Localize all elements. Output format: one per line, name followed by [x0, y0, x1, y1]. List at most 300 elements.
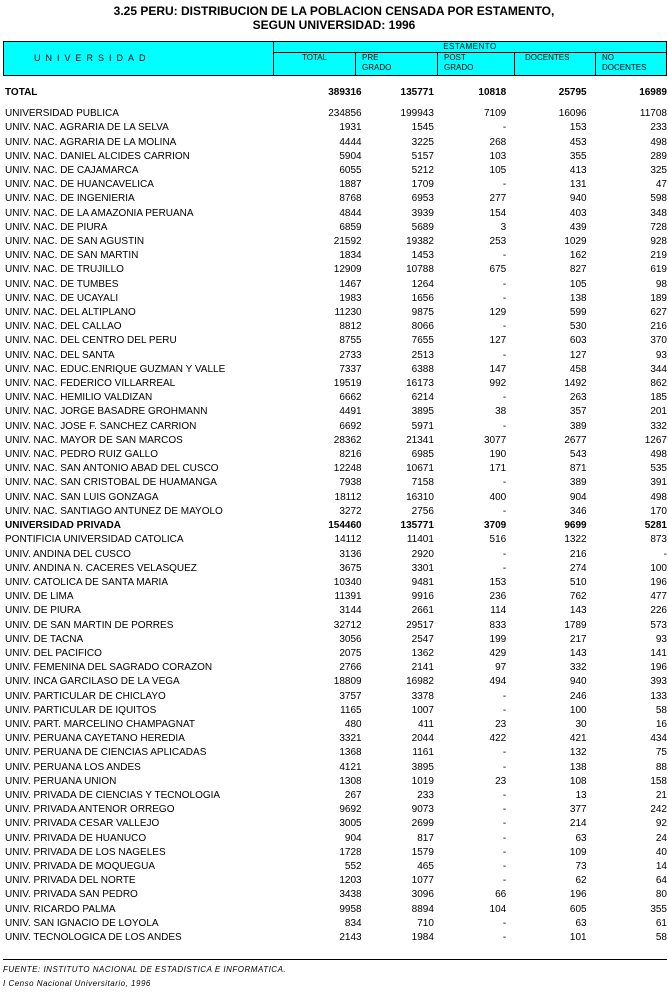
table-row: [3, 178, 667, 192]
table-row: [3, 207, 667, 221]
docentes-cell: 1029: [564, 236, 587, 248]
total-cell: 4444: [339, 136, 362, 148]
no-docentes-cell: 185: [650, 392, 667, 404]
total-cell: 12248: [333, 463, 362, 475]
table-row: [3, 718, 667, 732]
university-name: UNIV. DE SAN MARTIN DE PORRES: [5, 619, 174, 631]
pregrado-cell: 5971: [411, 420, 434, 432]
docentes-cell: 127: [569, 349, 587, 361]
table-row: [3, 278, 667, 292]
total-cell: 1983: [339, 292, 362, 304]
total-cell: 19519: [333, 378, 362, 390]
table-row: [3, 320, 667, 334]
postgrado-cell: 268: [489, 136, 507, 148]
docentes-cell: 904: [569, 491, 587, 503]
report-title: [0, 0, 668, 36]
docentes-cell: 827: [569, 264, 587, 276]
total-cell: 1728: [339, 846, 362, 858]
postgrado-cell: -: [502, 818, 507, 830]
table-row: [3, 633, 667, 647]
docentes-cell: 332: [569, 662, 587, 674]
docentes-cell: 63: [575, 917, 587, 929]
no-docentes-cell: 141: [650, 647, 667, 659]
table-row: [3, 917, 667, 931]
pregrado-cell: 11401: [406, 534, 434, 546]
total-cell: 3438: [339, 889, 362, 901]
docentes-cell: 132: [569, 747, 587, 759]
total-cell: 1368: [339, 747, 362, 759]
no-docentes-cell: 862: [650, 378, 667, 390]
postgrado-cell: 23: [495, 718, 507, 730]
university-name: UNIV. FEMENINA DEL SAGRADO CORAZON: [5, 662, 213, 674]
pregrado-cell: 199943: [400, 108, 434, 120]
no-docentes-cell: 535: [650, 463, 667, 475]
header-pregrado: PRE GRADO: [356, 53, 438, 75]
postgrado-cell: 10818: [478, 87, 507, 98]
university-name: UNIV. PRIVADA ANTENOR ORREGO: [5, 804, 175, 816]
no-docentes-cell: 5281: [644, 520, 667, 532]
university-name: UNIV. PERUANA DE CIENCIAS APLICADAS: [5, 747, 207, 759]
no-docentes-cell: 391: [650, 477, 667, 489]
table-row: [3, 235, 667, 249]
header-no-docentes: NO DOCENTES: [602, 53, 647, 72]
total-cell: 480: [344, 718, 362, 730]
postgrado-cell: 153: [489, 576, 507, 588]
table-row: [3, 789, 667, 803]
total-cell: 3675: [339, 562, 362, 574]
table-row: [3, 519, 667, 533]
pregrado-cell: 2044: [411, 733, 434, 745]
docentes-cell: 274: [569, 562, 587, 574]
pregrado-cell: 6953: [411, 193, 434, 205]
postgrado-cell: -: [502, 747, 507, 759]
university-name: UNIVERSIDAD PRIVADA: [5, 520, 121, 532]
table-row: [3, 150, 667, 164]
pregrado-cell: 2661: [411, 605, 434, 617]
pregrado-cell: 2547: [411, 633, 434, 645]
pregrado-cell: 10671: [406, 463, 434, 475]
postgrado-cell: -: [502, 931, 507, 943]
docentes-cell: 138: [569, 292, 587, 304]
docentes-cell: 940: [569, 193, 587, 205]
postgrado-cell: 236: [489, 591, 507, 603]
postgrado-cell: -: [502, 704, 507, 716]
pregrado-cell: 411: [417, 718, 434, 730]
total-cell: 12909: [333, 264, 362, 276]
docentes-cell: 603: [569, 335, 587, 347]
pregrado-cell: 7655: [411, 335, 434, 347]
pregrado-cell: 710: [417, 917, 434, 929]
total-cell: 3321: [339, 733, 362, 745]
pregrado-cell: 6388: [411, 363, 434, 375]
postgrado-cell: 7109: [483, 108, 507, 120]
pregrado-cell: 2513: [411, 349, 434, 361]
postgrado-cell: -: [502, 179, 507, 191]
total-cell: 8768: [339, 193, 362, 205]
table-row: [3, 704, 667, 718]
pregrado-cell: 1579: [411, 846, 434, 858]
table-row: [3, 888, 667, 902]
total-cell: 28362: [333, 434, 362, 446]
university-name: UNIV. PRIVADA CESAR VALLEJO: [5, 818, 160, 830]
postgrado-cell: -: [502, 292, 507, 304]
table-row: [3, 391, 667, 405]
postgrado-cell: -: [502, 349, 507, 361]
pregrado-cell: 9481: [411, 576, 434, 588]
postgrado-cell: 38: [495, 406, 507, 418]
docentes-cell: 108: [569, 775, 587, 787]
table-row: [3, 476, 667, 490]
no-docentes-cell: 216: [650, 321, 667, 333]
no-docentes-cell: 928: [650, 236, 667, 248]
table-row: [3, 377, 667, 391]
total-cell: 9692: [339, 804, 362, 816]
total-cell: 1931: [339, 122, 362, 134]
university-name: UNIV. RICARDO PALMA: [5, 903, 116, 915]
total-cell: 3136: [339, 548, 362, 560]
university-name: UNIVERSIDAD PUBLICA: [5, 108, 119, 120]
header-universidad: UNIVERSIDAD: [4, 42, 274, 75]
postgrado-cell: -: [502, 690, 507, 702]
table-row: [3, 846, 667, 860]
no-docentes-cell: 498: [650, 449, 667, 461]
university-name: UNIV. PERUANA UNION: [5, 775, 117, 787]
no-docentes-cell: 233: [650, 122, 667, 134]
university-name: UNIV. PRIVADA DE LOS NAGELES: [5, 846, 166, 858]
total-cell: 21592: [333, 236, 362, 248]
total-cell: 552: [344, 860, 362, 872]
postgrado-cell: 833: [489, 619, 507, 631]
postgrado-cell: 190: [489, 449, 507, 461]
pregrado-cell: 29517: [406, 619, 434, 631]
university-name: UNIV. NAC. DE LA AMAZONIA PERUANA: [5, 207, 194, 219]
university-name: UNIV. NAC. DEL ALTIPLANO: [5, 307, 136, 319]
no-docentes-cell: 242: [650, 804, 667, 816]
docentes-cell: 389: [569, 420, 587, 432]
total-cell: 1165: [340, 704, 362, 716]
university-name: UNIV. NAC. DE SAN MARTIN: [5, 250, 139, 262]
docentes-cell: 421: [569, 733, 587, 745]
university-name: UNIV. NAC. DE SAN AGUSTIN: [5, 236, 145, 248]
postgrado-cell: -: [502, 761, 507, 773]
no-docentes-cell: 370: [650, 335, 667, 347]
university-name: UNIV. NAC. SAN CRISTOBAL DE HUAMANGA: [5, 477, 217, 489]
university-name: UNIV. SAN IGNACIO DE LOYOLA: [5, 917, 159, 929]
no-docentes-cell: 11708: [639, 108, 667, 120]
table-row: [3, 249, 667, 263]
total-cell: 2733: [339, 349, 362, 361]
pregrado-cell: 1709: [411, 179, 434, 191]
table-row: [3, 860, 667, 874]
postgrado-cell: -: [502, 122, 507, 134]
docentes-cell: 246: [569, 690, 587, 702]
university-name: UNIV. NAC. DE TUMBES: [5, 278, 119, 290]
docentes-cell: 377: [569, 804, 587, 816]
pregrado-cell: 1161: [412, 747, 434, 759]
pregrado-cell: 19382: [406, 236, 434, 248]
docentes-cell: 439: [569, 221, 587, 233]
docentes-cell: 263: [569, 392, 587, 404]
postgrado-cell: 516: [489, 534, 507, 546]
pregrado-cell: 16982: [406, 676, 434, 688]
title-line-1: 3.25 PERU: DISTRIBUCION DE LA POBLACION CENSADA POR ESTAMENTO,: [113, 4, 555, 18]
total-cell: 18112: [334, 491, 362, 503]
docentes-cell: 458: [569, 363, 587, 375]
docentes-cell: 346: [569, 505, 587, 517]
table-row: [3, 590, 667, 604]
postgrado-cell: 104: [489, 903, 507, 915]
pregrado-cell: 817: [417, 832, 434, 844]
total-cell: 389316: [328, 87, 362, 98]
postgrado-cell: -: [502, 917, 507, 929]
pregrado-cell: 1264: [411, 278, 434, 290]
no-docentes-cell: 226: [650, 605, 667, 617]
table-row: [3, 562, 667, 576]
table-row: [3, 420, 667, 434]
postgrado-cell: 147: [489, 363, 507, 375]
no-docentes-cell: 201: [650, 406, 667, 418]
docentes-cell: 453: [569, 136, 587, 148]
docentes-cell: 871: [569, 463, 587, 475]
docentes-cell: 153: [569, 122, 587, 134]
table-row: [3, 292, 667, 306]
no-docentes-cell: 16989: [639, 87, 667, 98]
table-row: [3, 334, 667, 348]
pregrado-cell: 21341: [406, 434, 434, 446]
docentes-cell: 109: [569, 846, 587, 858]
pregrado-cell: 135771: [400, 520, 434, 532]
table-row: [3, 874, 667, 888]
postgrado-cell: -: [502, 392, 507, 404]
total-cell: 2143: [339, 931, 362, 943]
docentes-cell: 217: [569, 633, 587, 645]
no-docentes-cell: 100: [650, 562, 667, 574]
table-body: [3, 86, 667, 945]
total-cell: 6055: [339, 165, 362, 177]
table-row: [3, 548, 667, 562]
postgrado-cell: -: [502, 875, 507, 887]
pregrado-cell: 9916: [411, 591, 434, 603]
postgrado-cell: 675: [489, 264, 507, 276]
pregrado-cell: 16173: [406, 378, 434, 390]
table-row: [3, 903, 667, 917]
docentes-cell: 196: [569, 889, 587, 901]
total-cell: 1308: [339, 775, 362, 787]
total-cell: 834: [344, 917, 362, 929]
no-docentes-cell: 75: [655, 747, 667, 759]
postgrado-cell: -: [502, 562, 507, 574]
pregrado-cell: 3939: [411, 207, 434, 219]
postgrado-cell: 97: [495, 662, 507, 674]
postgrado-cell: -: [502, 846, 507, 858]
university-name: UNIV. NAC. FEDERICO VILLARREAL: [5, 378, 176, 390]
total-cell: 9958: [339, 903, 362, 915]
postgrado-cell: 154: [489, 207, 507, 219]
university-name: UNIV. NAC. JOSE F. SANCHEZ CARRION: [5, 420, 197, 432]
total-cell: 4121: [339, 761, 362, 773]
postgrado-cell: -: [502, 789, 507, 801]
total-cell: 11391: [334, 591, 362, 603]
no-docentes-cell: 393: [650, 676, 667, 688]
university-name: UNIV. NAC. SAN ANTONIO ABAD DEL CUSCO: [5, 463, 219, 475]
docentes-cell: 1492: [564, 378, 587, 390]
university-name: UNIV. NAC. DE UCAYALI: [5, 292, 119, 304]
university-name: UNIV. PRIVADA DE CIENCIAS Y TECNOLOGIA: [5, 789, 221, 801]
university-name: UNIV. PARTICULAR DE IQUITOS: [5, 704, 157, 716]
postgrado-cell: 253: [489, 236, 507, 248]
total-cell: 154460: [328, 520, 362, 532]
table-row: [3, 86, 667, 100]
university-name: UNIV. NAC. DE PIURA: [5, 221, 108, 233]
postgrado-cell: 129: [489, 307, 507, 319]
table-row: [3, 803, 667, 817]
no-docentes-cell: -: [663, 548, 667, 560]
university-name: UNIV. PRIVADA SAN PEDRO: [5, 889, 138, 901]
total-cell: 10340: [333, 576, 362, 588]
docentes-cell: 13: [575, 789, 587, 801]
pregrado-cell: 3096: [411, 889, 434, 901]
postgrado-cell: 992: [489, 378, 507, 390]
docentes-cell: 143: [569, 605, 587, 617]
table-row: [3, 306, 667, 320]
pregrado-cell: 3225: [411, 136, 434, 148]
no-docentes-cell: 80: [655, 889, 667, 901]
no-docentes-cell: 170: [650, 505, 667, 517]
table-row: [3, 505, 667, 519]
table-header: [3, 41, 667, 76]
university-name: UNIV. NAC. DE TRUJILLO: [5, 264, 124, 276]
docentes-cell: 216: [569, 548, 587, 560]
pregrado-cell: 1453: [411, 250, 434, 262]
no-docentes-cell: 434: [650, 733, 667, 745]
postgrado-cell: 3: [500, 221, 507, 233]
no-docentes-cell: 93: [655, 349, 667, 361]
table-row: [3, 107, 667, 121]
pregrado-cell: 3895: [411, 406, 434, 418]
no-docentes-cell: 93: [655, 633, 667, 645]
title-line-2: SEGUN UNIVERSIDAD: 1996: [252, 18, 416, 32]
total-cell: 7938: [339, 477, 362, 489]
no-docentes-cell: 355: [650, 903, 667, 915]
university-name: UNIV. NAC. DEL CALLAO: [5, 321, 122, 333]
table-row: [3, 263, 667, 277]
no-docentes-cell: 196: [650, 662, 667, 674]
university-name: UNIV. TECNOLOGICA DE LOS ANDES: [5, 931, 182, 943]
pregrado-cell: 2699: [411, 818, 434, 830]
docentes-cell: 143: [569, 647, 587, 659]
docentes-cell: 403: [569, 207, 587, 219]
pregrado-cell: 1656: [411, 292, 434, 304]
docentes-cell: 357: [569, 406, 587, 418]
postgrado-cell: 277: [489, 193, 507, 205]
total-cell: 18809: [333, 676, 362, 688]
no-docentes-cell: 14: [655, 860, 667, 872]
university-name: UNIV. DE LIMA: [5, 591, 74, 603]
table-row: [3, 448, 667, 462]
docentes-cell: 605: [569, 903, 587, 915]
docentes-cell: 2677: [564, 434, 587, 446]
total-cell: 3005: [339, 818, 362, 830]
no-docentes-cell: 58: [655, 931, 667, 943]
no-docentes-cell: 332: [650, 420, 667, 432]
docentes-cell: 510: [569, 576, 587, 588]
table-row: [3, 349, 667, 363]
table-row: [3, 192, 667, 206]
university-name: UNIV. NAC. DANIEL ALCIDES CARRION: [5, 150, 190, 162]
table-row: [3, 164, 667, 178]
header-estamento: ESTAMENTO: [274, 42, 666, 53]
no-docentes-cell: 573: [650, 619, 667, 631]
docentes-cell: 1322: [564, 534, 587, 546]
total-cell: 8216: [339, 449, 362, 461]
postgrado-cell: 114: [490, 605, 507, 617]
pregrado-cell: 10788: [406, 264, 434, 276]
postgrado-cell: 199: [489, 633, 507, 645]
table-row: [3, 732, 667, 746]
docentes-cell: 940: [569, 676, 587, 688]
postgrado-cell: -: [502, 804, 507, 816]
docentes-cell: 214: [569, 818, 587, 830]
pregrado-cell: 5157: [411, 150, 434, 162]
university-name: UNIV. NAC. AGRARIA DE LA MOLINA: [5, 136, 177, 148]
table-row: [3, 462, 667, 476]
postgrado-cell: 105: [489, 165, 507, 177]
spacer-row: [3, 100, 667, 107]
postgrado-cell: -: [502, 505, 507, 517]
table-row: [3, 221, 667, 235]
docentes-cell: 355: [569, 150, 587, 162]
no-docentes-cell: 498: [650, 136, 667, 148]
no-docentes-cell: 619: [650, 264, 667, 276]
table-row: [3, 434, 667, 448]
total-cell: 3144: [339, 605, 362, 617]
postgrado-cell: 422: [489, 733, 507, 745]
docentes-cell: 530: [569, 321, 587, 333]
postgrado-cell: 23: [495, 775, 507, 787]
no-docentes-cell: 1267: [644, 434, 667, 446]
pregrado-cell: 5212: [411, 165, 434, 177]
university-name: UNIV. PERUANA LOS ANDES: [5, 761, 141, 773]
no-docentes-cell: 219: [650, 250, 667, 262]
header-total: TOTAL: [274, 53, 356, 75]
total-cell: 4844: [339, 207, 362, 219]
total-cell: 6859: [339, 221, 362, 233]
no-docentes-cell: 196: [650, 576, 667, 588]
table-row: [3, 931, 667, 945]
university-name: UNIV. PERUANA CAYETANO HEREDIA: [5, 733, 185, 745]
docentes-cell: 543: [569, 449, 587, 461]
footnote-census: I Censo Nacional Universitario, 1996: [3, 979, 151, 988]
postgrado-cell: 103: [489, 150, 507, 162]
table-row: [3, 363, 667, 377]
total-cell: 3757: [339, 690, 362, 702]
university-name: UNIV. NAC. DEL CENTRO DEL PERU: [5, 335, 177, 347]
table-row: [3, 761, 667, 775]
total-cell: 7337: [339, 363, 362, 375]
postgrado-cell: -: [502, 548, 507, 560]
docentes-cell: 73: [575, 860, 587, 872]
pregrado-cell: 5689: [411, 221, 434, 233]
no-docentes-cell: 348: [650, 207, 667, 219]
university-name: UNIV. PARTICULAR DE CHICLAYO: [5, 690, 166, 702]
university-name: UNIV. NAC. MAYOR DE SAN MARCOS: [5, 434, 183, 446]
postgrado-cell: 494: [489, 676, 507, 688]
docentes-cell: 162: [569, 250, 587, 262]
postgrado-cell: 3077: [483, 434, 507, 446]
total-cell: 4491: [339, 406, 362, 418]
table-row: [3, 647, 667, 661]
total-cell: 1834: [339, 250, 362, 262]
